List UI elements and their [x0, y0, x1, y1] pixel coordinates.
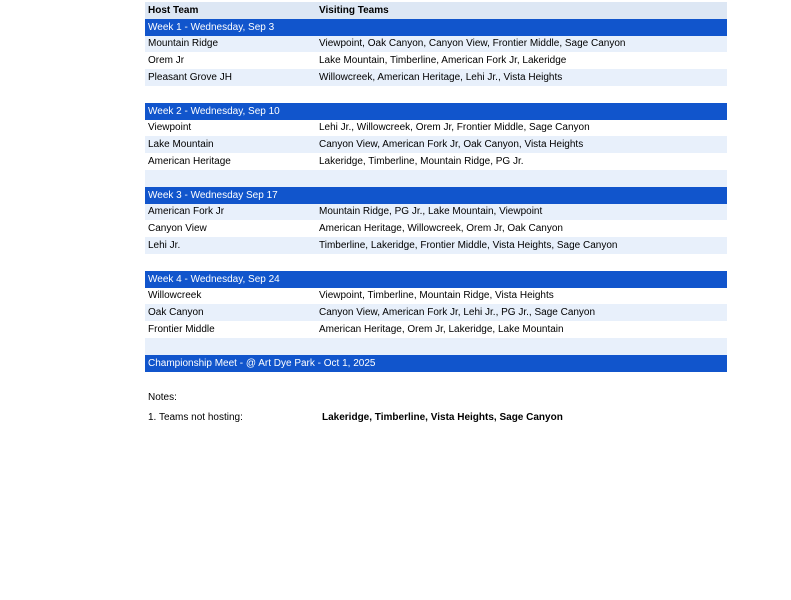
table-row	[145, 69, 727, 86]
spacer-row	[145, 338, 727, 355]
table-row	[145, 220, 727, 237]
host-cell: Lake Mountain	[148, 139, 214, 151]
host-cell: Lehi Jr.	[148, 240, 181, 252]
spacer-row	[145, 254, 727, 271]
host-cell: American Fork Jr	[148, 206, 225, 218]
host-cell: Frontier Middle	[148, 324, 215, 336]
visiting-teams-header: Visiting Teams	[319, 4, 389, 16]
visiting-cell: Viewpoint, Timberline, Mountain Ridge, Vista Heights	[319, 290, 554, 302]
spacer-row	[145, 170, 727, 187]
spacer-row	[145, 86, 727, 103]
visiting-cell: American Heritage, Orem Jr, Lakeridge, Lake Mountain	[319, 324, 564, 336]
table-row	[145, 153, 727, 170]
note-value: Lakeridge, Timberline, Vista Heights, Sage Canyon	[322, 412, 563, 423]
table-row	[145, 136, 727, 153]
visiting-cell: Lake Mountain, Timberline, American Fork Jr, Lakeridge	[319, 55, 567, 67]
visiting-cell: Timberline, Lakeridge, Frontier Middle, Vista Heights, Sage Canyon	[319, 240, 618, 252]
championship-header: Championship Meet - @ Art Dye Park - Oct 1, 2025	[145, 355, 727, 372]
host-cell: Willowcreek	[148, 290, 202, 302]
table-row	[145, 304, 727, 321]
host-team-header: Host Team	[148, 4, 199, 16]
host-cell: Oak Canyon	[148, 307, 204, 319]
table-header-row	[145, 2, 727, 19]
week-2-header: Week 2 - Wednesday, Sep 10	[145, 103, 727, 120]
table-row	[145, 120, 727, 137]
visiting-cell: Canyon View, American Fork Jr, Oak Canyon, Vista Heights	[319, 139, 584, 151]
notes-title: Notes:	[148, 392, 177, 403]
host-cell: Canyon View	[148, 223, 207, 235]
visiting-cell: Willowcreek, American Heritage, Lehi Jr., Vista Heights	[319, 72, 563, 84]
host-cell: Orem Jr	[148, 55, 185, 67]
host-cell: American Heritage	[148, 156, 231, 168]
host-cell: Pleasant Grove JH	[148, 72, 232, 84]
visiting-cell: Mountain Ridge, PG Jr., Lake Mountain, Viewpoint	[319, 206, 543, 218]
table-row	[145, 52, 727, 69]
visiting-cell: Viewpoint, Oak Canyon, Canyon View, Frontier Middle, Sage Canyon	[319, 38, 626, 50]
visiting-cell: Canyon View, American Fork Jr, Lehi Jr., PG Jr., Sage Canyon	[319, 307, 596, 319]
week-4-header: Week 4 - Wednesday, Sep 24	[145, 271, 727, 288]
notes-section	[148, 392, 563, 426]
table-row	[145, 321, 727, 338]
table-row	[145, 237, 727, 254]
table-row	[145, 204, 727, 221]
table-row	[145, 36, 727, 53]
note-item	[148, 409, 563, 426]
note-label: 1. Teams not hosting:	[148, 412, 243, 423]
week-3-header: Week 3 - Wednesday Sep 17	[145, 187, 727, 204]
visiting-cell: Lakeridge, Timberline, Mountain Ridge, PG Jr.	[319, 156, 524, 168]
table-row	[145, 288, 727, 305]
schedule-table	[145, 2, 727, 372]
visiting-cell: Lehi Jr., Willowcreek, Orem Jr, Frontier Middle, Sage Canyon	[319, 122, 590, 134]
visiting-cell: American Heritage, Willowcreek, Orem Jr, Oak Canyon	[319, 223, 563, 235]
week-1-header: Week 1 - Wednesday, Sep 3	[145, 19, 727, 36]
host-cell: Viewpoint	[148, 122, 192, 134]
host-cell: Mountain Ridge	[148, 38, 219, 50]
